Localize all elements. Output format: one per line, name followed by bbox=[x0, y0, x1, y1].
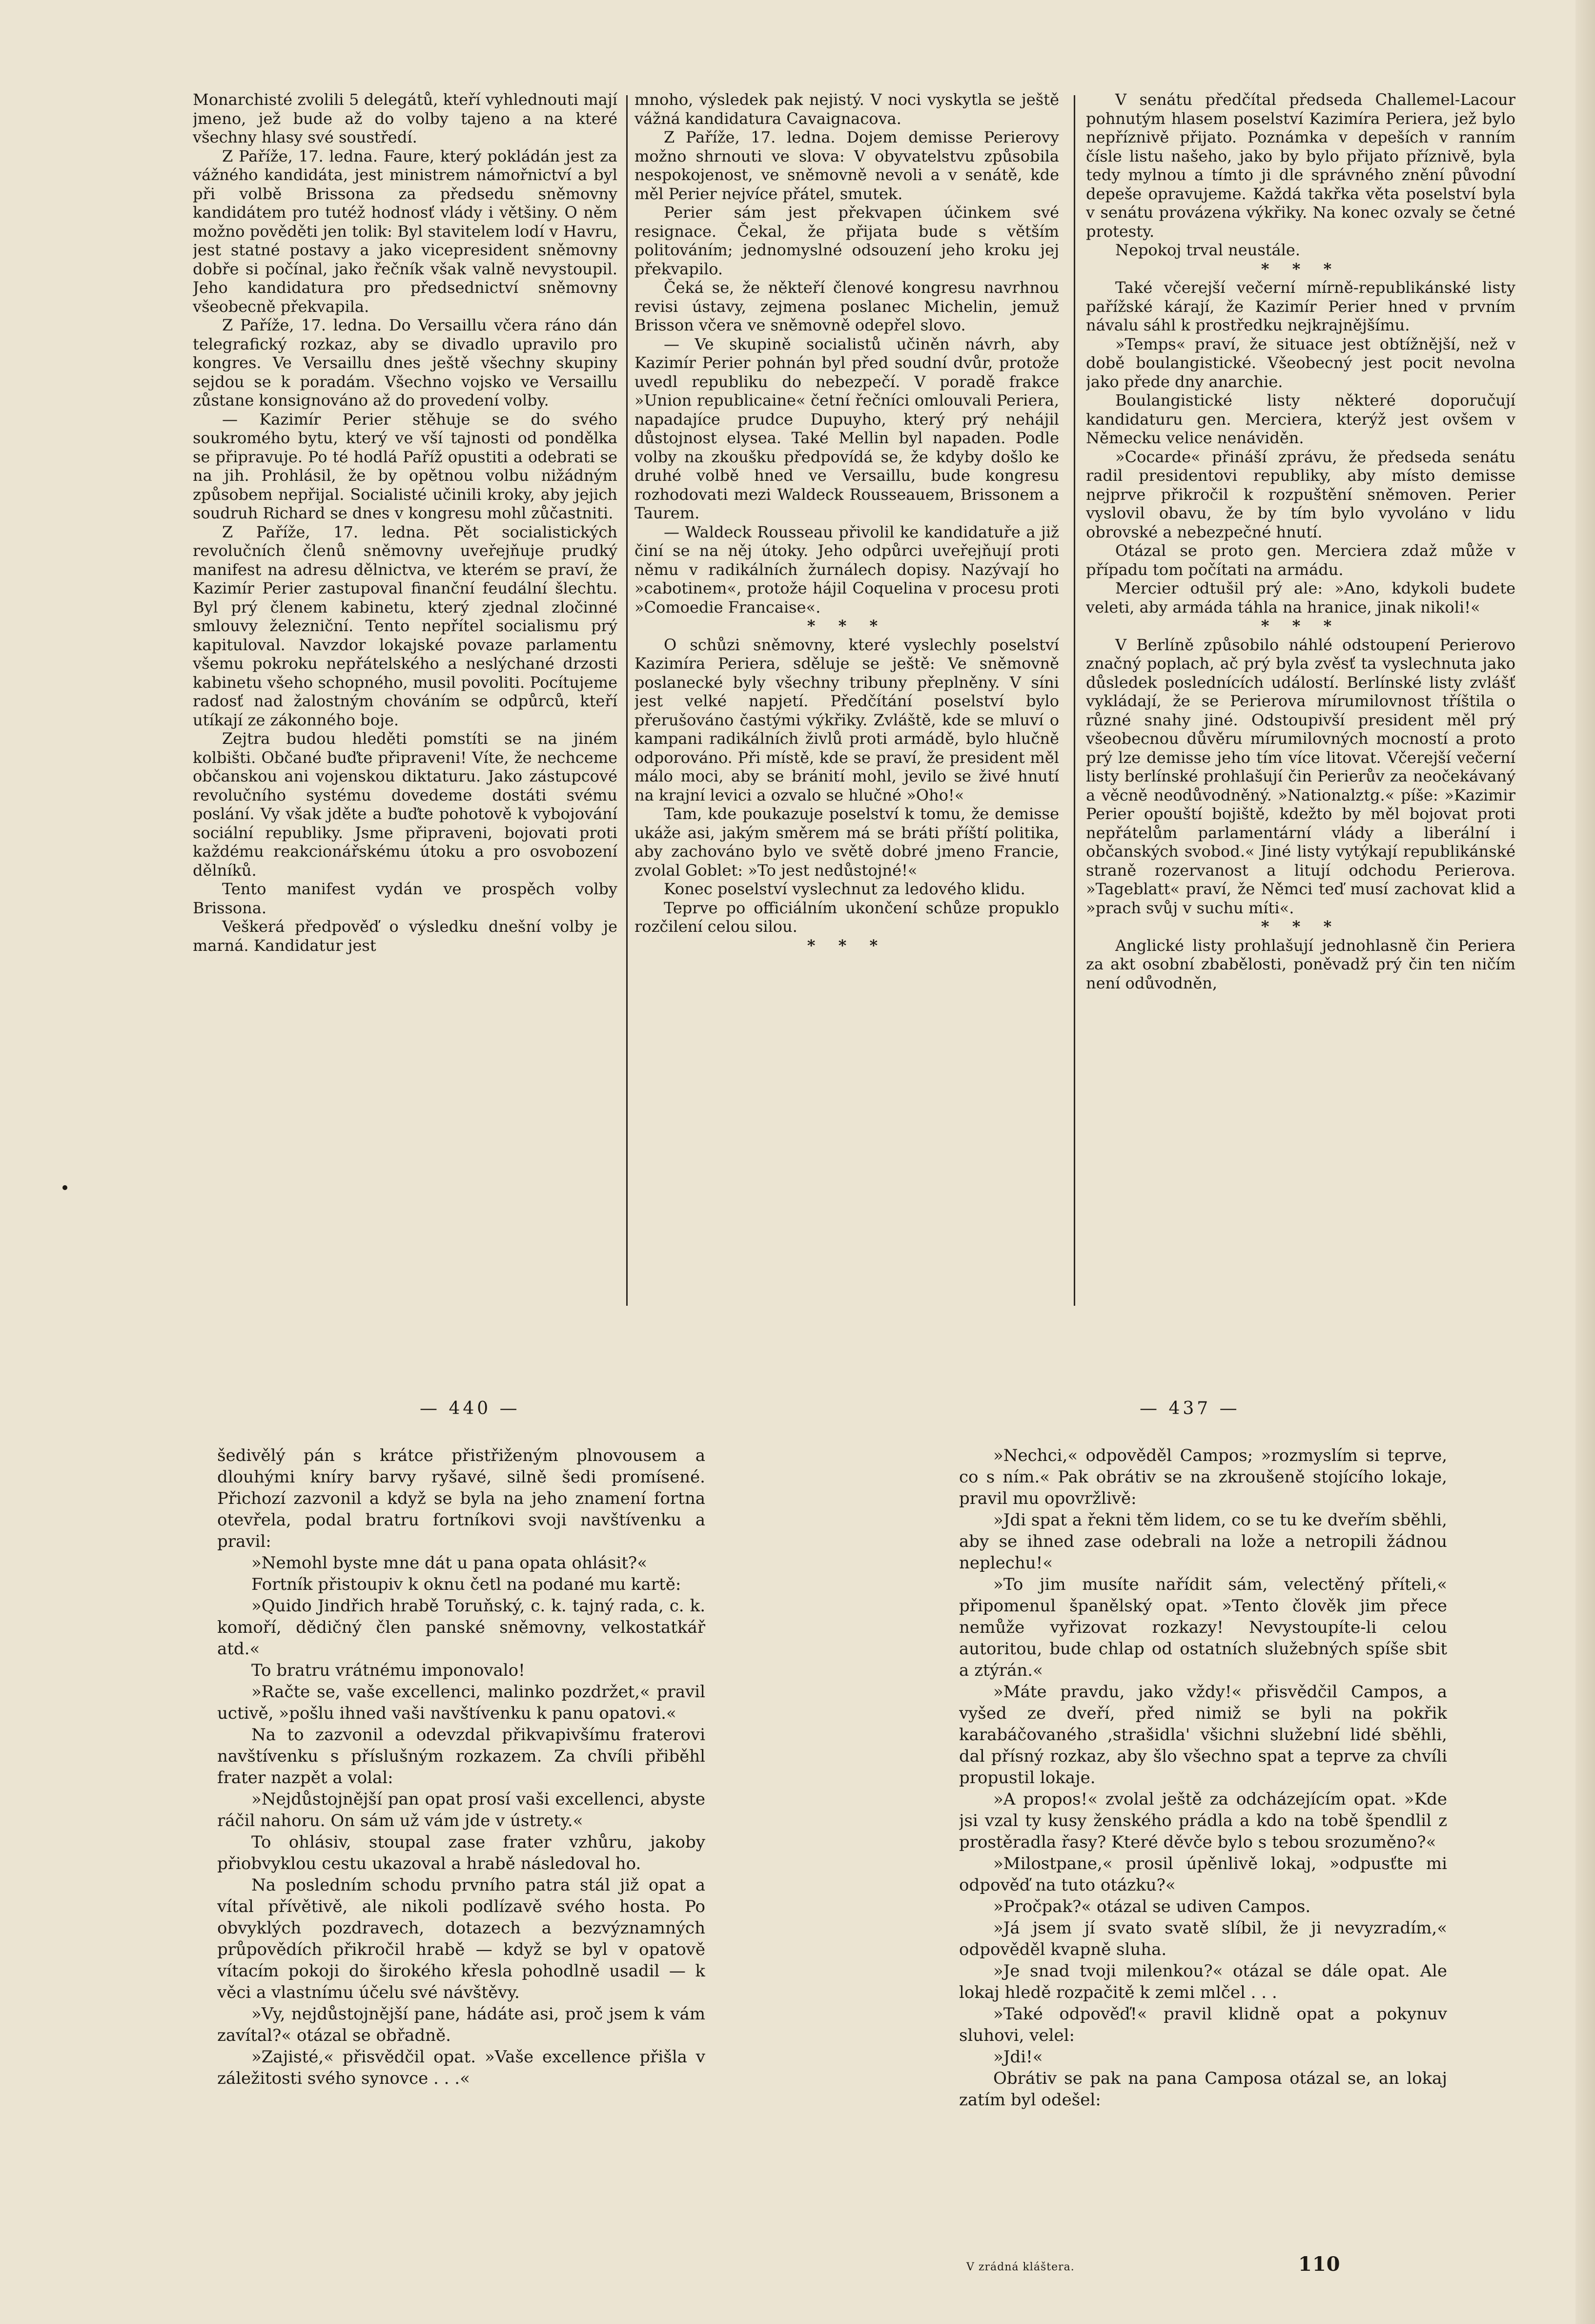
news-paragraph: Také včerejší večerní mírně-republikánské listy pařížské kárají, že Kazimír Perier hned v prvním návalu sáhl k prostředku nejkrajnějšímu. bbox=[1086, 278, 1515, 334]
news-paragraph: O schůzi sněmovny, které vyslechly poselství Kazimíra Periera, sděluje se ještě: Ve sněmovně poslanecké byly všechny tribuny přeplněny. V síni jest velké napjetí. Předčítání poselství bylo přerušováno častými výkřiky. Zvláště, kde se mluví o kampani radikálních živlů proti armádě, bylo hlučně odporováno. Při místě, kde se praví, že president měl málo moci, aby se bránití mohl, jevilo se živé hnutí na krajní levici a ozvalo se hlučné »Oho!« bbox=[634, 635, 1059, 804]
novel-paragraph: »Milostpane,« prosil úpěnlivě lokaj, »odpusťte mi odpověď na tuto otázku?« bbox=[959, 1854, 1447, 1895]
section-separator: * * * bbox=[1261, 259, 1341, 278]
news-paragraph: Z Paříže, 17. ledna. Faure, který pokládán jest za vážného kandidáta, jest ministrem námořnictví a byl při volbě Brissona za předsedu sněmovny kandidátem pro tutéž hodnosť vlády i většiny. O něm možno pověděti jen tolik: Byl stavitelem lodí v Havru, jest statné postavy a jako vicepresident sněmovny dobře si počínal, jako řečník však valně nevystoupil. Jeho kandidatura pro předsednictví sněmovny všeobecně překvapila. bbox=[193, 146, 617, 316]
news-paragraph: Čeká se, že někteří členové kongresu navrhnou revisi ústavy, zejmena poslanec Michelin, jemuž Brisson včera ve sněmovně odepřel slovo. bbox=[634, 278, 1059, 334]
news-paragraph: mnoho, výsledek pak nejistý. V noci vyskytla se ještě vážná kandidatura Cavaignacova. bbox=[634, 90, 1059, 128]
novel-paragraph: »Je snad tvoji milenkou?« otázal se dále opat. Ale lokaj hledě rozpačitě k zemi mlčel . . . bbox=[959, 1961, 1447, 2002]
news-column-1 bbox=[193, 90, 617, 1345]
sheet-number: 110 bbox=[1298, 2253, 1341, 2276]
news-paragraph: Tento manifest vydán ve prospěch volby Brissona. bbox=[193, 880, 617, 917]
novel-paragraph: Fortník přistoupiv k oknu četl na podané mu kartě: bbox=[251, 1575, 681, 1594]
novel-paragraph: »Nemohl byste mne dát u pana opata ohlásit?« bbox=[251, 1553, 648, 1573]
binding-mark bbox=[62, 1185, 67, 1190]
section-separator: * * * bbox=[807, 936, 887, 955]
news-paragraph: Tam, kde poukazuje poselství k tomu, že demisse ukáže asi, jakým směrem má se bráti příští politika, aby zachováno bylo ve světě dobré jmeno Francie, zvolal Goblet: »To jest nedůstojné!« bbox=[634, 804, 1059, 880]
novel-paragraph: »Nejdůstojnější pan opat prosí vaši excellenci, abyste ráčil nahoru. On sám už vám jde v ústrety.« bbox=[217, 1789, 705, 1830]
novel-paragraph: »Vy, nejdůstojnější pane, hádáte asi, proč jsem k vám zavítal?« otázal se obřadně. bbox=[217, 2004, 705, 2045]
page-edge bbox=[1575, 0, 1595, 2324]
novel-paragraph: »A propos!« zvolal ještě za odcházejícím opat. »Kde jsi vzal ty kusy ženského prádla a kdo na tobě špendlil z prostěradla řasy? Které děvče bylo s tebou srozuměno?« bbox=[959, 1789, 1447, 1852]
novel-paragraph: »Máte pravdu, jako vždy!« přisvědčil Campos, a vyšed ze dveří, před nimiž se byli na pokřik karabáčovaného ,strašidla' všichni služební lidé sběhli, dal přísný rozkaz, aby šlo všechno spat a teprve za chvíli propustil lokaje. bbox=[959, 1682, 1447, 1788]
novel-paragraph: šedivělý pán s krátce přistřiženým plnovousem a dlouhými kníry barvy ryšavé, silně šedi promísené. Přichozí zazvonil a když se byla na jeho znamení fortna otevřela, podal bratru fortníkovi svoji navštívenku a pravil: bbox=[217, 1446, 705, 1551]
news-paragraph: Anglické listy prohlašují jednohlasně čin Periera za akt osobní zbabělosti, poněvadž prý čin ten ničím není odůvodněn, bbox=[1086, 936, 1515, 992]
novel-paragraph: »Nechci,« odpověděl Campos; »rozmyslím si teprve, co s ním.« Pak obrátiv se na zkroušeně stojícího lokaje, pravil mu opovržlivě: bbox=[959, 1446, 1447, 1508]
novel-paragraph: »Zajisté,« přisvědčil opat. »Vaše excellence přišla v záležitosti svého synovce . . .« bbox=[217, 2047, 705, 2088]
serial-novel-left bbox=[217, 1445, 705, 2275]
novel-paragraph: »Také odpověď!« pravil klidně opat a pokynuv sluhovi, velel: bbox=[959, 2004, 1447, 2045]
column-rule bbox=[1074, 95, 1075, 1306]
signature-line: V zrádná kláštera. bbox=[966, 2261, 1075, 2273]
news-paragraph: Mercier odtušil prý ale: »Ano, kdykoli budete veleti, aby armáda táhla na hranice, jinak nikoli!« bbox=[1086, 579, 1515, 617]
page-number-left: — 440 — bbox=[420, 1399, 520, 1419]
news-paragraph: V senátu předčítal předseda Challemel-Lacour pohnutým hlasem poselství Kazimíra Periera, jež bylo nepříznivě přijato. Poznámka v depeších v ranním čísle listu našeho, jako by bylo přijato příznivě, byla tedy mylnou a tímto ji dle správného znění původní depeše opravujeme. Každá takřka věta poselství byla v senátu provázena výkřiky. Na konec ozvaly se četné protesty. bbox=[1086, 90, 1515, 241]
news-paragraph: Zejtra budou hleděti pomstíti se na jiném kolbišti. Občané buďte připraveni! Víte, že nechceme občanskou ani vojenskou diktaturu. Jako zástupcové revolučního systému dovedeme dostáti svému poslání. Vy však jděte a buďte pohotově k vybojování sociální republiky. Jsme připraveni, bojovati proti každému reakcionářskému útoku a pro osvobození dělníků. bbox=[193, 729, 617, 880]
news-paragraph: Teprve po officiálním ukončení schůze propuklo rozčilení celou silou. bbox=[634, 898, 1059, 936]
news-paragraph: Boulangistické listy některé doporučují kandidaturu gen. Merciera, kterýž jest ovšem v Německu velice nenáviděn. bbox=[1086, 391, 1515, 447]
news-paragraph: — Waldeck Rousseau přivolil ke kandidatuře a již činí se na něj útoky. Jeho odpůrci uveřejňují proti němu v radikálních žurnálech dopisy. Nazývají ho »cabotinem«, protože hájil Coquelina v procesu proti »Comoedie Francaise«. bbox=[634, 522, 1059, 617]
news-paragraph: — Ve skupině socialistů učiněn návrh, aby Kazimír Perier pohnán byl před soudní dvůr, protože uvedl republiku do nebezpečí. V poradě frakce »Union republicaine« četní řečníci omlouvali Periera, napadajíce prudce Dupuyho, který prý nehájil důstojnost elysea. Také Mellin byl napaden. Podle volby na zkoušku předpovídá se, že kdyby došlo ke druhé volbě hned ve Versaillu, bude kongresu rozhodovati mezi Waldeck Rousseauem, Brissonem a Taurem. bbox=[634, 334, 1059, 522]
news-paragraph: Z Paříže, 17. ledna. Pět socialistických revolučních členů sněmovny uveřejňuje prudký manifest na adresu dělnictva, ve kterém se praví, že Kazimír Perier zastupoval finanční feudální šlechtu. Byl prý členem kabinetu, který zjednal zločinné smlouvy železniční. Tento nepřítel socialismu prý kapituloval. Navzdor lokajské povaze parlamentu všemu pokroku nepřátelského a neslýchané drzosti kabinetu všeho schopného, musil povoliti. Pocítujeme radosť nad žalostným chováním se odpůrců, kteří utíkají ze zákonného boje. bbox=[193, 522, 617, 729]
novel-paragraph: »Quido Jindřich hrabě Toruňský, c. k. tajný rada, c. k. komoří, dědičný člen panské sněmovny, velkostatkář atd.« bbox=[217, 1596, 705, 1659]
news-paragraph: — Kazimír Perier stěhuje se do svého soukromého bytu, který ve vší tajnosti od pondělka se připravuje. Po té hodlá Paříž opustiti a odebrati se na jih. Prohlásil, že by opětnou volbu nižádným způsobem nepřijal. Socialisté učinili kroky, aby jejich soudruh Richard se dnes v kongresu mohl zůčastniti. bbox=[193, 410, 617, 522]
news-column-2 bbox=[634, 90, 1059, 1345]
news-paragraph: V Berlíně způsobilo náhlé odstoupení Perierovo značný poplach, ač prý byla zvěsť ta vyslechnuta jako důsledek poslednících událostí. Berlínské listy zvlášť vykládají, že se Perierova mírumilovnost tříštila o různé snahy jiné. Odstoupivší president měl prý všeobecnou důvěru mírumilovných mocností a proto prý lze demisse jeho tím více litovat. Včerejší večerní listy berlínské prohlašují čin Perierův za neočekávaný a věcně neodůvodněný. »Nationalztg.« píše: »Kazimir Perier opouští bojiště, kdežto by měl bojovat proti nepřátelům parlamentární vlády a liberální i občanských svobod.« Jiné listy vytýkají republikánské straně rozervanost a litují odchodu Perierova. »Tageblatt« praví, že Němci teď musí zachovat klid a »prach svůj v suchu míti«. bbox=[1086, 635, 1515, 917]
novel-paragraph: »Jdi spat a řekni těm lidem, co se tu ke dveřím sběhli, aby se ihned zase odebrali na lože a netropili žádnou neplechu!« bbox=[959, 1510, 1447, 1573]
novel-paragraph: »To jim musíte nařídit sám, velectěný příteli,« připomenul španělský opat. »Tento člověk jim přece nemůže vyřizovat rozkazy! Nevystoupíte-li celou autoritou, bude chlap od ostatních služebných spíše sbit a ztýrán.« bbox=[959, 1575, 1447, 1680]
novel-paragraph: »Jdi!« bbox=[993, 2047, 1043, 2067]
news-paragraph: Monarchisté zvolili 5 delegátů, kteří vyhlednouti mají jmeno, jež bude až do volby tajeno a na které všechny hlasy své soustředí. bbox=[193, 90, 617, 146]
news-paragraph: Z Paříže, 17. ledna. Do Versaillu včera ráno dán telegrafický rozkaz, aby se divadlo upravilo pro kongres. Ve Versaillu dnes ještě všechny skupiny sejdou se k poradám. Všechno vojsko ve Versaillu zůstane konsignováno až do provedení volby. bbox=[193, 316, 617, 410]
news-paragraph: »Cocarde« přináší zprávu, že předseda senátu radil presidentovi republiky, aby místo demisse nejprve přikročil k rozpuštění sněmoven. Perier vyslovil obavu, že by tím bylo vyvoláno v lidu obrovské a nebezpečné hnutí. bbox=[1086, 447, 1515, 541]
news-paragraph: Nepokoj trval neustále. bbox=[1115, 241, 1301, 259]
news-paragraph: Veškerá předpověď o výsledku dnešní volby je marná. Kandidatur jest bbox=[193, 917, 617, 955]
section-separator: * * * bbox=[807, 617, 887, 635]
news-column-3 bbox=[1086, 90, 1515, 1345]
news-paragraph: Konec poselství vyslechnut za ledového klidu. bbox=[664, 880, 1025, 898]
novel-paragraph: To bratru vrátnému imponovalo! bbox=[251, 1661, 525, 1680]
news-paragraph: Perier sám jest překvapen účinkem své resignace. Čekal, že přijata bude s větším politováním; jednomyslné odsouzení jeho kroku jej překvapilo. bbox=[634, 203, 1059, 278]
novel-paragraph: To ohlásiv, stoupal zase frater vzhůru, jakoby přiobvyklou cestu ukazoval a hrabě následoval ho. bbox=[217, 1832, 705, 1873]
section-separator: * * * bbox=[1261, 617, 1341, 635]
page-number-right: — 437 — bbox=[1140, 1399, 1240, 1419]
news-paragraph: Z Paříže, 17. ledna. Dojem demisse Perierovy možno shrnouti ve slova: V obyvatelstvu způsobila nespokojenost, ve sněmovně nevoli a v senátě, kde měl Perier nejvíce přátel, smutek. bbox=[634, 128, 1059, 203]
column-rule bbox=[626, 95, 628, 1306]
serial-novel-right bbox=[959, 1445, 1447, 2275]
novel-paragraph: Obrátiv se pak na pana Camposa otázal se, an lokaj zatím byl odešel: bbox=[959, 2069, 1447, 2110]
novel-paragraph: »Já jsem jí svato svatě slíbil, že ji nevyzradím,« odpověděl kvapně sluha. bbox=[959, 1918, 1447, 1959]
section-separator: * * * bbox=[1261, 917, 1341, 936]
novel-paragraph: Na posledním schodu prvního patra stál již opat a vítal přívětivě, ale nikoli podlízavě svého hosta. Po obvyklých pozdravech, dotazech a bezvýznamných průpovědích přikročil hrabě — když se byl v opatově vítacím pokoji do širokého křesla pohodlně usadil — k věci a vlastnímu účelu své návštěvy. bbox=[217, 1875, 705, 2002]
news-paragraph: Otázal se proto gen. Merciera zdaž může v případu tom počítati na armádu. bbox=[1086, 541, 1515, 579]
news-paragraph: »Temps« praví, že situace jest obtížnější, než v době boulangistické. Všeobecný jest pocit nevolna jako přede dny anarchie. bbox=[1086, 334, 1515, 391]
novel-paragraph: »Račte se, vaše excellenci, malinko pozdržet,« pravil uctivě, »pošlu ihned vaši navštívenku k panu opatovi.« bbox=[217, 1682, 705, 1723]
novel-paragraph: »Pročpak?« otázal se udiven Campos. bbox=[993, 1897, 1311, 1916]
novel-paragraph: Na to zazvonil a odevzdal přikvapivšímu fraterovi navštívenku s příslušným rozkazem. Za chvíli přiběhl frater nazpět a volal: bbox=[217, 1725, 705, 1788]
